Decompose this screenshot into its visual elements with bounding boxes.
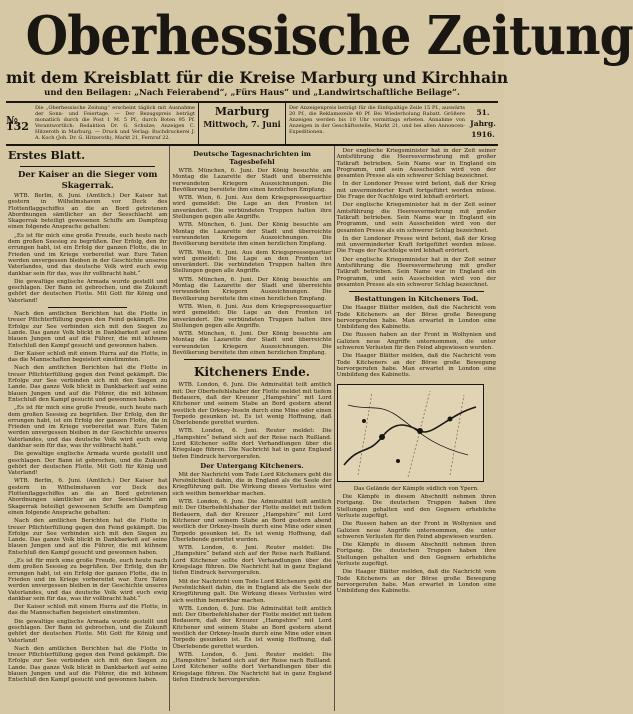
article-paragraph: Nach den amtlichen Berichten hat die Flotte in treuer Pflichterfüllung gegen den Feind gekämpft. Die Erfolge zur See verbinden sich mit den Siegen zu Lande. Das ganze Volk blickt in Dankbarkeit auf seine blauen Jungen und auf die Führer, die mit kühnem Entschluß den Kampf gesucht und gewonnen haben. xyxy=(8,311,168,349)
year-box xyxy=(468,103,498,144)
article-paragraph: Die Haager Blätter melden, daß die Nachricht vom Tode Kitcheners an der Börse große Bewegung hervorgerufen habe. Man erwartet in London eine Umbildung des Kabinetts. xyxy=(336,305,496,331)
article-paragraph: „Es ist für mich eine große Freude, euch heute nach dem großen Seesieg zu begrüßen. Der Erfolg, den ihr errungen habt, ist ein Erfolg der ganzen Flotte, die in Frieden und im Kriege vorbereitet war. Eure Taten werden unvergessen bleiben in der Geschichte unseres Vaterlandes, und das deutsche Volk wird euch ewig dankbar sein für das, was ihr vollbracht habt.“ xyxy=(8,558,168,602)
article-paragraph: In der Londoner Presse wird betont, daß der Krieg mit unverminderter Kraft fortgeführt werden müsse. Die Frage der Nachfolge wird lebhaft erörtert. xyxy=(336,181,496,201)
article-paragraph: Nach den amtlichen Berichten hat die Flotte in treuer Pflichterfüllung gegen den Feind gekämpft. Die Erfolge zur See verbinden sich mit den Siegen zu Lande. Das ganze Volk blickt in Dankbarkeit auf seine blauen Jungen und auf die Führer, die mit kühnem Entschluß den Kampf gesucht und gewonnen haben. xyxy=(8,365,168,403)
divider xyxy=(349,291,484,292)
article-paragraph: WTB. Berlin, 6. Juni. (Amtlich.) Der Kaiser hat gestern in Wilhelmshaven vor Deck des Flottenflaggschiffes an die an Bord getretenen Abordnungen sämtlicher an der Seeschlacht am Skagerrak beteiligt gewesenen Schiffe am Dampfzug einen folgende Ansprache gehalten: xyxy=(8,478,168,516)
headline-untergang: Der Untergang Kitcheners. xyxy=(200,461,304,470)
article-paragraph: Die Haager Blätter melden, daß die Nachricht vom Tode Kitcheners an der Börse große Bewegung hervorgerufen habe. Man erwartet in London eine Umbildung des Kabinetts. xyxy=(336,353,496,379)
article-paragraph: Die gewaltige englische Armada wurde gestellt und geschlagen. Der Bann ist gebrochen, und die Zukunft gehört der deutschen Flotte. Mit Gott für König und Vaterland! xyxy=(8,618,168,644)
newspaper-title: Oberhessische Zeitung xyxy=(25,5,633,67)
article-paragraph: Die gewaltige englische Armada wurde gestellt und geschlagen. Der Bann ist gebrochen, und die Zukunft gehört der deutschen Flotte. Mit Gott für König und Vaterland! xyxy=(8,451,168,477)
place-name: Marburg xyxy=(214,105,270,118)
article-paragraph: Die Russen haben an der Front in Wolhynien und Galizien neue Angriffe unternommen, die unter schweren Verlusten für den Feind abgewiesen wurden. xyxy=(336,332,496,352)
article-paragraph: Die gewaltige englische Armada wurde gestellt und geschlagen. Der Bann ist gebrochen, und die Zukunft gehört der deutschen Flotte. Mit Gott für König und Vaterland! xyxy=(8,278,168,304)
divider xyxy=(48,307,127,308)
calendar-year: 1916. xyxy=(471,130,495,139)
article-paragraph: WTB. München, 6. Juni. Der König besuchte am Montag die Lazarette der Stadt und überreichte verwundeten Kriegern Auszeichnungen. Die Bevölkerung bereitete ihm einen herzlichen Empfang. xyxy=(172,222,332,248)
article-paragraph: WTB. Berlin, 6. Juni. (Amtlich.) Der Kaiser hat gestern in Wilhelmshaven vor Deck des Flottenflaggschiffes an die an Bord getretenen Abordnungen sämtlicher an der Seeschlacht am Skagerrak beteiligt gewesenen Schiffe am Dampfzug einen folgende Ansprache gehalten: xyxy=(8,193,168,231)
supplements-line: und den Beilagen: „Nach Feierabend“, „Fürs Haus“ und „Landwirtschaftliche Beilage“. xyxy=(44,88,460,98)
article-paragraph: Der Kaiser schloß mit einem Hurra auf die Flotte, in das die Mannschaften begeistert einstimmten. xyxy=(8,604,168,617)
article-paragraph: WTB. Wien, 6. Juni. Aus dem Kriegspressequartier wird gemeldet: Die Lage an den Fronten ist unverändert. Die verbündeten Truppen halten ihre Stellungen gegen alle Angriffe. xyxy=(172,249,332,275)
article-paragraph: Die Kämpfe in diesem Abschnitt nehmen ihren Fortgang. Die deutschen Truppen haben ihre Stellungen gehalten und den Gegnern erhebliche Verluste zugefügt. xyxy=(336,494,496,519)
article-paragraph: In der Londoner Presse wird betont, daß der Krieg mit unverminderter Kraft fortgeführt werden müsse. Die Frage der Nachfolge wird lebhaft erörtert. xyxy=(336,235,496,255)
column-2 xyxy=(169,146,333,711)
divider xyxy=(20,166,155,167)
article-paragraph: Die Russen haben an der Front in Wolhynien und Galizien neue Angriffe unternommen, die unter schweren Verlusten für den Feind abgewiesen wurden. xyxy=(336,521,496,540)
masthead xyxy=(6,0,633,99)
column-1 xyxy=(6,146,169,711)
article-paragraph: Mit der Nachricht vom Tode Lord Kitcheners geht die Persönlichkeit dahin, die in England als die Seele der Kriegführung galt. Die Wirkung dieses Verlustes wird sich weithin bemerkbar machen. xyxy=(172,471,332,497)
issue-number: № 132 xyxy=(6,113,29,133)
article-paragraph: WTB. München, 6. Juni. Der König besuchte am Montag die Lazarette der Stadt und überreichte verwundeten Kriegern Auszeichnungen. Die Bevölkerung bereitete ihm einen herzlichen Empfang. xyxy=(172,331,332,357)
article-paragraph: WTB. London, 6. Juni. Reuter meldet: Die „Hampshire“ befand sich auf der Reise nach Rußland. Lord Kitchener sollte dort Verhandlungen über die Kriegslage führen. Die Nachricht hat in ganz England tiefen Eindruck hervorgerufen. xyxy=(172,428,332,460)
article-paragraph: Der englische Kriegsminister hat in der Zeit seiner Amtsführung die Heeresvermehrung mit großer Tatkraft betrieben. Sein Name war in England ein Programm, und sein Ausscheiden wird von der gesamten Presse als ein schwerer Schlag bezeichnet. xyxy=(336,256,496,288)
article-paragraph: WTB. London, 6. Juni. Reuter meldet: Die „Hampshire“ befand sich auf der Reise nach Rußland. Lord Kitchener sollte dort Verhandlungen über die Kriegslage führen. Die Nachricht hat in ganz England tiefen Eindruck hervorgerufen. xyxy=(172,545,332,577)
article-paragraph: Die Kämpfe in diesem Abschnitt nehmen ihren Fortgang. Die deutschen Truppen haben ihre Stellungen gehalten und den Gegnern erhebliche Verluste zugefügt. xyxy=(336,542,496,568)
article-paragraph: Der Kaiser schloß mit einem Hurra auf die Flotte, in das die Mannschaften begeistert einstimmten. xyxy=(8,350,168,364)
article-paragraph: Nach den amtlichen Berichten hat die Flotte in treuer Pflichterfüllung gegen den Feind gekämpft. Die Erfolge zur See verbinden sich mit den Siegen zu Lande. Das ganze Volk blickt in Dankbarkeit auf seine blauen Jungen und auf die Führer, die mit kühnem Entschluß den Kampf gesucht und gewonnen haben. xyxy=(8,645,168,684)
dateline-box xyxy=(198,103,286,144)
info-bar xyxy=(6,103,498,146)
volume-year: 51. Jahrg. xyxy=(470,108,496,128)
divider xyxy=(184,359,319,360)
article-paragraph: Der englische Kriegsminister hat in der Zeit seiner Amtsführung die Heeresvermehrung mit großer Tatkraft betrieben. Sein Name war in England ein Programm, und sein Ausscheiden wird von der gesamten Presse als ein schwerer Schlag bezeichnet. xyxy=(336,202,496,234)
article-paragraph: WTB. Wien, 6. Juni. Aus dem Kriegspressequartier wird gemeldet: Die Lage an den Fronten ist unverändert. Die verbündeten Truppen halten ihre Stellungen gegen alle Angriffe. xyxy=(172,195,332,221)
map-caption: Das Gelände der Kämpfe südlich von Ypern. xyxy=(353,485,479,492)
headline-bestattungen: Bestattungen in Kitcheners Tod. xyxy=(354,295,479,304)
article-paragraph: WTB. München, 6. Juni. Der König besuchte am Montag die Lazarette der Stadt und überreichte verwundeten Kriegern Auszeichnungen. Die Bevölkerung bereitete ihm einen herzlichen Empfang. xyxy=(172,168,332,193)
article-paragraph: WTB. Wien, 6. Juni. Aus dem Kriegspressequartier wird gemeldet: Die Lage an den Fronten ist unverändert. Die verbündeten Truppen halten ihre Stellungen gegen alle Angriffe. xyxy=(172,303,332,329)
article-paragraph: WTB. München, 6. Juni. Der König besuchte am Montag die Lazarette der Stadt und überreichte verwundeten Kriegern Auszeichnungen. Die Bevölkerung bereitete ihm einen herzlichen Empfang. xyxy=(172,276,332,302)
headline-kitcheners-ende: Kitcheners Ende. xyxy=(194,365,310,380)
article-paragraph: WTB. London, 6. Juni. Reuter meldet: Die „Hampshire“ befand sich auf der Reise nach Rußland. Lord Kitchener sollte dort Verhandlungen über die Kriegslage führen. Die Nachricht hat in ganz England tiefen Eindruck hervorgerufen. xyxy=(172,651,332,684)
front-map xyxy=(337,384,484,482)
column-3 xyxy=(334,146,498,711)
section-label: Erstes Blatt. xyxy=(8,149,86,162)
newspaper-subtitle: mit dem Kreisblatt für die Kreise Marburg und Kirchhain xyxy=(6,68,509,87)
advertising-info: Der Anzeigenpreis beträgt für die fünfspaltige Zeile 15 Pf., auswärts 20 Pf., die Reklamezeile 40 Pf. Bei Wiederholung Rabatt. Größere Anzeigen werden bis 10 Uhr vormittags erbeten. Annahme von Anzeigen in der Geschäftsstelle, Markt 21, und bei allen Annoncen-Expeditionen. xyxy=(289,105,465,135)
article-paragraph: Mit der Nachricht vom Tode Lord Kitcheners geht die Persönlichkeit dahin, die in England als die Seele der Kriegführung galt. Die Wirkung dieses Verlustes wird sich weithin bemerkbar machen. xyxy=(172,578,332,604)
article-paragraph: „Es ist für mich eine große Freude, euch heute nach dem großen Seesieg zu begrüßen. Der Erfolg, den ihr errungen habt, ist ein Erfolg der ganzen Flotte, die in Frieden und im Kriege vorbereitet war. Eure Taten werden unvergessen bleiben in der Geschichte unseres Vaterlandes, und das deutsche Volk wird euch ewig dankbar sein für das, was ihr vollbracht habt.“ xyxy=(8,232,168,277)
article-paragraph: WTB. London, 6. Juni. Die Admiralität teilt amtlich mit: Der Oberbefehlshaber der Flotte meldet mit tiefem Bedauern, daß der Kreuzer „Hampshire“ mit Lord Kitchener und seinem Stabe an Bord gestern abend westlich der Orkney-Inseln durch eine Mine oder einen Torpedo gesunken ist. Es ist wenig Hoffnung, daß Überlebende gerettet wurden. xyxy=(172,605,332,650)
headline-kaiser: Der Kaiser an die Sieger vom Skagerrak. xyxy=(18,170,158,191)
subscription-info: Die „Oberhessische Zeitung“ erscheint täglich mit Ausnahme der Sonn- und Feiertage. — Der Bezugspreis beträgt monatlich durch die Post 1 M. 5 Pf., durch Boten 95 Pf. Verantwortlich: Redaktion Dr. G. Schulze; Anzeigen C. Hitzeroth in Marburg. — Druck und Verlag: Buchdruckerei J. A. Koch (Joh. Dr. G. Hitzeroth), Markt 21, Fernruf 22. xyxy=(35,105,195,141)
headline-tagesnachrichten: Deutsche Tagesnachrichten im Tagesbefehl xyxy=(193,150,311,166)
article-paragraph: WTB. London, 6. Juni. Die Admiralität teilt amtlich mit: Der Oberbefehlshaber der Flotte meldet mit tiefem Bedauern, daß der Kreuzer „Hampshire“ mit Lord Kitchener und seinem Stabe an Bord gestern abend westlich der Orkney-Inseln durch eine Mine oder einen Torpedo gesunken ist. Es ist wenig Hoffnung, daß Überlebende gerettet wurden. xyxy=(172,382,332,427)
issue-date: Mittwoch, 7. Juni xyxy=(203,119,281,129)
article-paragraph: WTB. London, 6. Juni. Die Admiralität teilt amtlich mit: Der Oberbefehlshaber der Flotte meldet mit tiefem Bedauern, daß der Kreuzer „Hampshire“ mit Lord Kitchener und seinem Stabe an Bord gestern abend westlich der Orkney-Inseln durch eine Mine oder einen Torpedo gesunken ist. Es ist wenig Hoffnung, daß Überlebende gerettet wurden. xyxy=(172,499,332,543)
article-paragraph: „Es ist für mich eine große Freude, euch heute nach dem großen Seesieg zu begrüßen. Der Erfolg, den ihr errungen habt, ist ein Erfolg der ganzen Flotte, die in Frieden und im Kriege vorbereitet war. Eure Taten werden unvergessen bleiben in der Geschichte unseres Vaterlandes, und das deutsche Volk wird euch ewig dankbar sein für das, was ihr vollbracht habt.“ xyxy=(8,405,168,449)
article-paragraph: Die Haager Blätter melden, daß die Nachricht vom Tode Kitcheners an der Börse große Bewegung hervorgerufen habe. Man erwartet in London eine Umbildung des Kabinetts. xyxy=(336,569,496,595)
article-paragraph: Nach den amtlichen Berichten hat die Flotte in treuer Pflichterfüllung gegen den Feind gekämpft. Die Erfolge zur See verbinden sich mit den Siegen zu Lande. Das ganze Volk blickt in Dankbarkeit auf seine blauen Jungen und auf die Führer, die mit kühnem Entschluß den Kampf gesucht und gewonnen haben. xyxy=(8,518,168,556)
article-columns xyxy=(6,146,498,711)
article-paragraph: Der englische Kriegsminister hat in der Zeit seiner Amtsführung die Heeresvermehrung mit großer Tatkraft betrieben. Sein Name war in England ein Programm, und sein Ausscheiden wird von der gesamten Presse als ein schwerer Schlag bezeichnet. xyxy=(336,148,496,180)
